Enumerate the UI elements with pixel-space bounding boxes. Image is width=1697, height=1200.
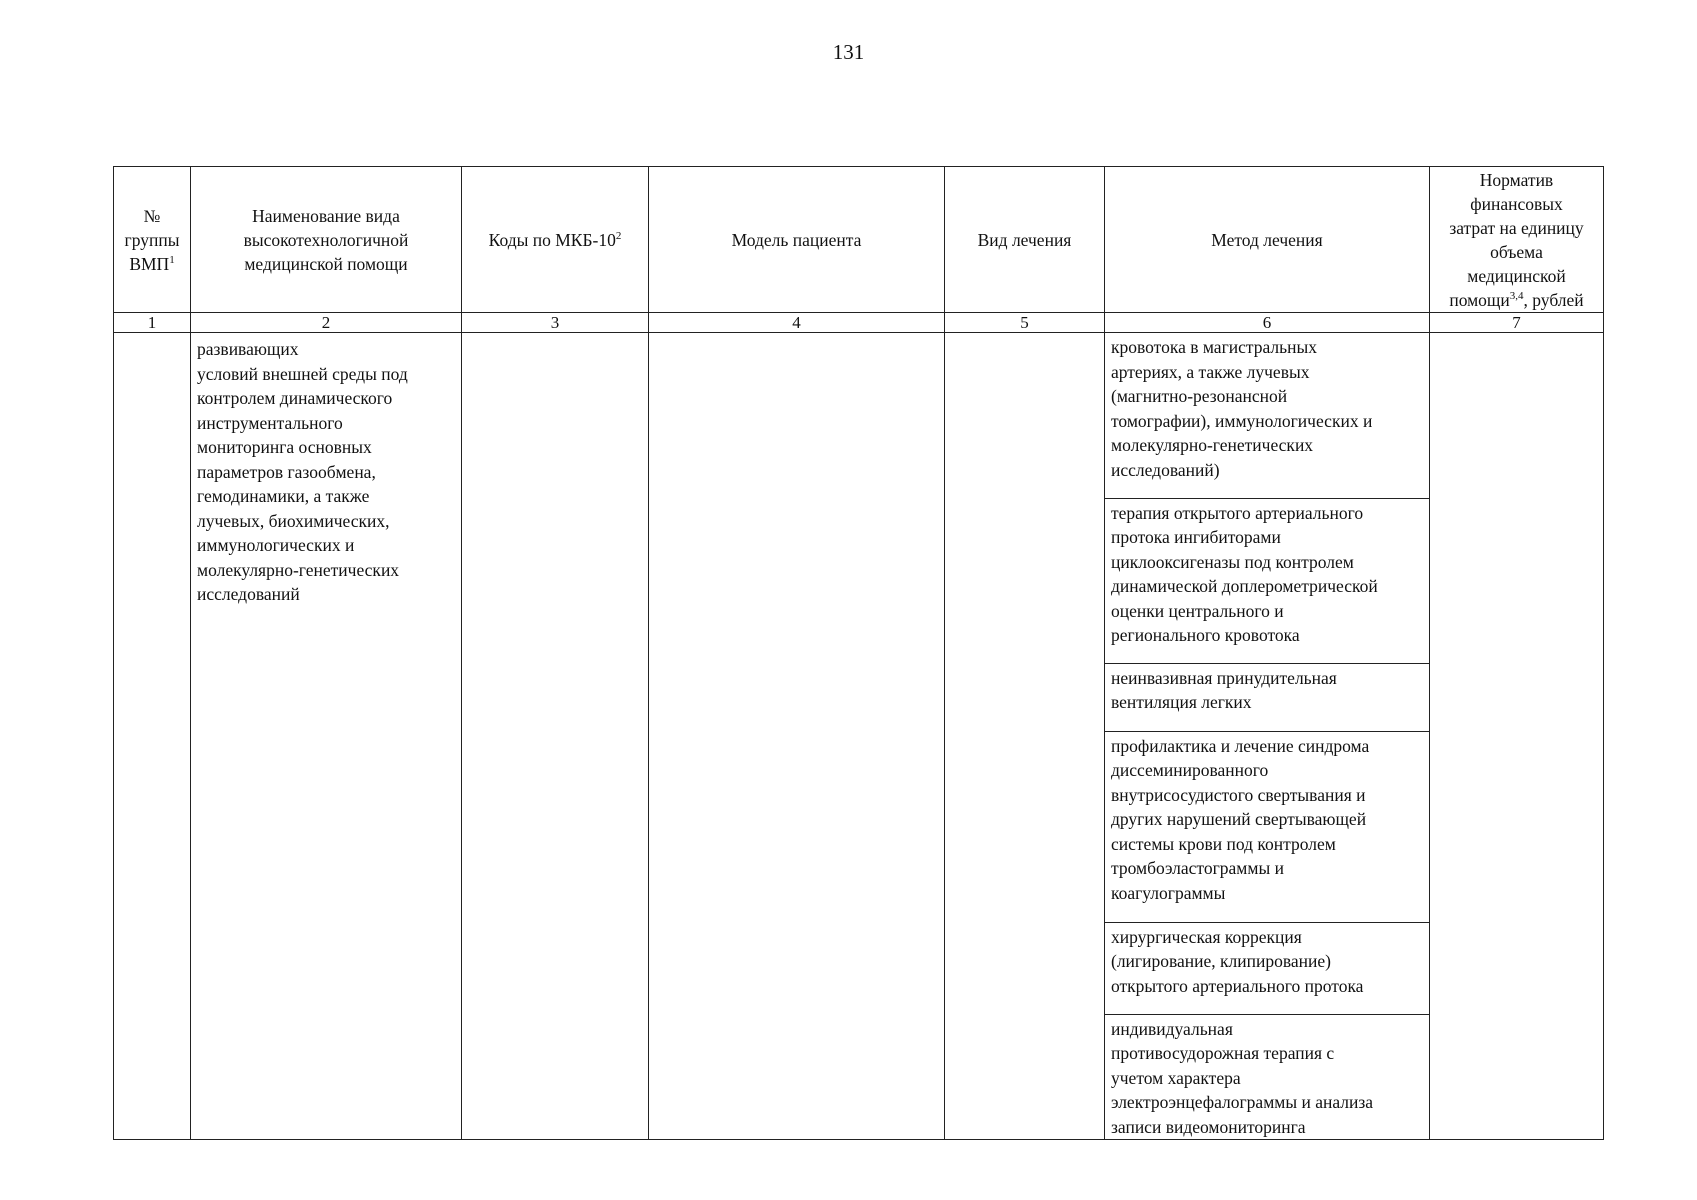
- patient-model-text: [649, 333, 944, 337]
- cell-treatment-type: [945, 333, 1105, 1140]
- header-treatment-method: Метод лечения: [1105, 167, 1430, 313]
- icd-codes-text: [462, 333, 648, 337]
- method-item: терапия открытого артериального протока ингибиторами циклооксигеназы под контролем динамической доплерометрической оценки центрального и регионального кровотока: [1105, 499, 1429, 664]
- method-item: индивидуальная противосудорожная терапия с учетом характера электроэнцефалограммы и анализа записи видеомониторинга: [1111, 1018, 1374, 1137]
- header-cost-norm-text: Норматив финансовых затрат на единицу объема медицинской помощи: [1449, 169, 1584, 310]
- cell-patient-model: [649, 333, 945, 1140]
- header-cost-norm: [1430, 167, 1604, 313]
- header-cost-norm-suffix: , рублей: [1523, 289, 1584, 310]
- column-number-row: [114, 313, 1604, 333]
- method-list: [1105, 333, 1429, 1139]
- footnote-1: 1: [169, 253, 175, 266]
- method-item: профилактика и лечение синдрома диссеминированного внутрисосудистого свертывания и других нарушений свертывающей системы крови под контролем тромбоэластограммы и коагулограммы: [1105, 732, 1429, 923]
- cost-norm-text: [1430, 333, 1603, 337]
- column-number: 2: [191, 313, 462, 333]
- cell-treatment-methods: [1105, 333, 1430, 1140]
- method-item: неинвазивная принудительная вентиляция легких: [1105, 664, 1429, 732]
- header-group-no: [114, 167, 191, 313]
- cell-cost-norm: [1430, 333, 1604, 1140]
- column-number: 3: [462, 313, 649, 333]
- column-number: 4: [649, 313, 945, 333]
- cell-care-name: [191, 333, 462, 1140]
- table-row: [114, 333, 1604, 1140]
- column-number: 7: [1430, 313, 1604, 333]
- group-no-text: [114, 333, 190, 337]
- cell-group-no: [114, 333, 191, 1140]
- header-icd-codes: [462, 167, 649, 313]
- header-care-name: Наименование вида высокотехнологичной медицинской помощи: [191, 167, 462, 313]
- header-group-no-text: № группы ВМП: [124, 205, 180, 274]
- column-number: 1: [114, 313, 191, 333]
- page-number: 131: [832, 40, 865, 64]
- header-treatment-type: Вид лечения: [945, 167, 1105, 313]
- high-tech-care-table: [113, 166, 1604, 1140]
- cell-icd-codes: [462, 333, 649, 1140]
- care-name-text: развивающих условий внешней среды под контролем динамического инструментального мониторинга основных параметров газообмена, гемодинамики, а также лучевых, биохимических, иммунологических и молекулярно-генетических исследований: [197, 339, 408, 604]
- header-row: [114, 167, 1604, 313]
- footnote-2: 2: [615, 229, 622, 242]
- method-item: кровотока в магистральных артериях, а также лучевых (магнитно-резонансной томографии), иммунологических и молекулярно-генетических исследований): [1105, 333, 1429, 499]
- treatment-type-text: [945, 333, 1104, 337]
- column-number: 6: [1105, 313, 1430, 333]
- header-icd-codes-text: Коды по МКБ-10: [488, 229, 616, 250]
- header-patient-model: Модель пациента: [649, 167, 945, 313]
- footnote-3-4: 3,4: [1509, 289, 1524, 302]
- column-number: 5: [945, 313, 1105, 333]
- method-item: хирургическая коррекция (лигирование, клипирование) открытого артериального протока: [1105, 923, 1429, 1015]
